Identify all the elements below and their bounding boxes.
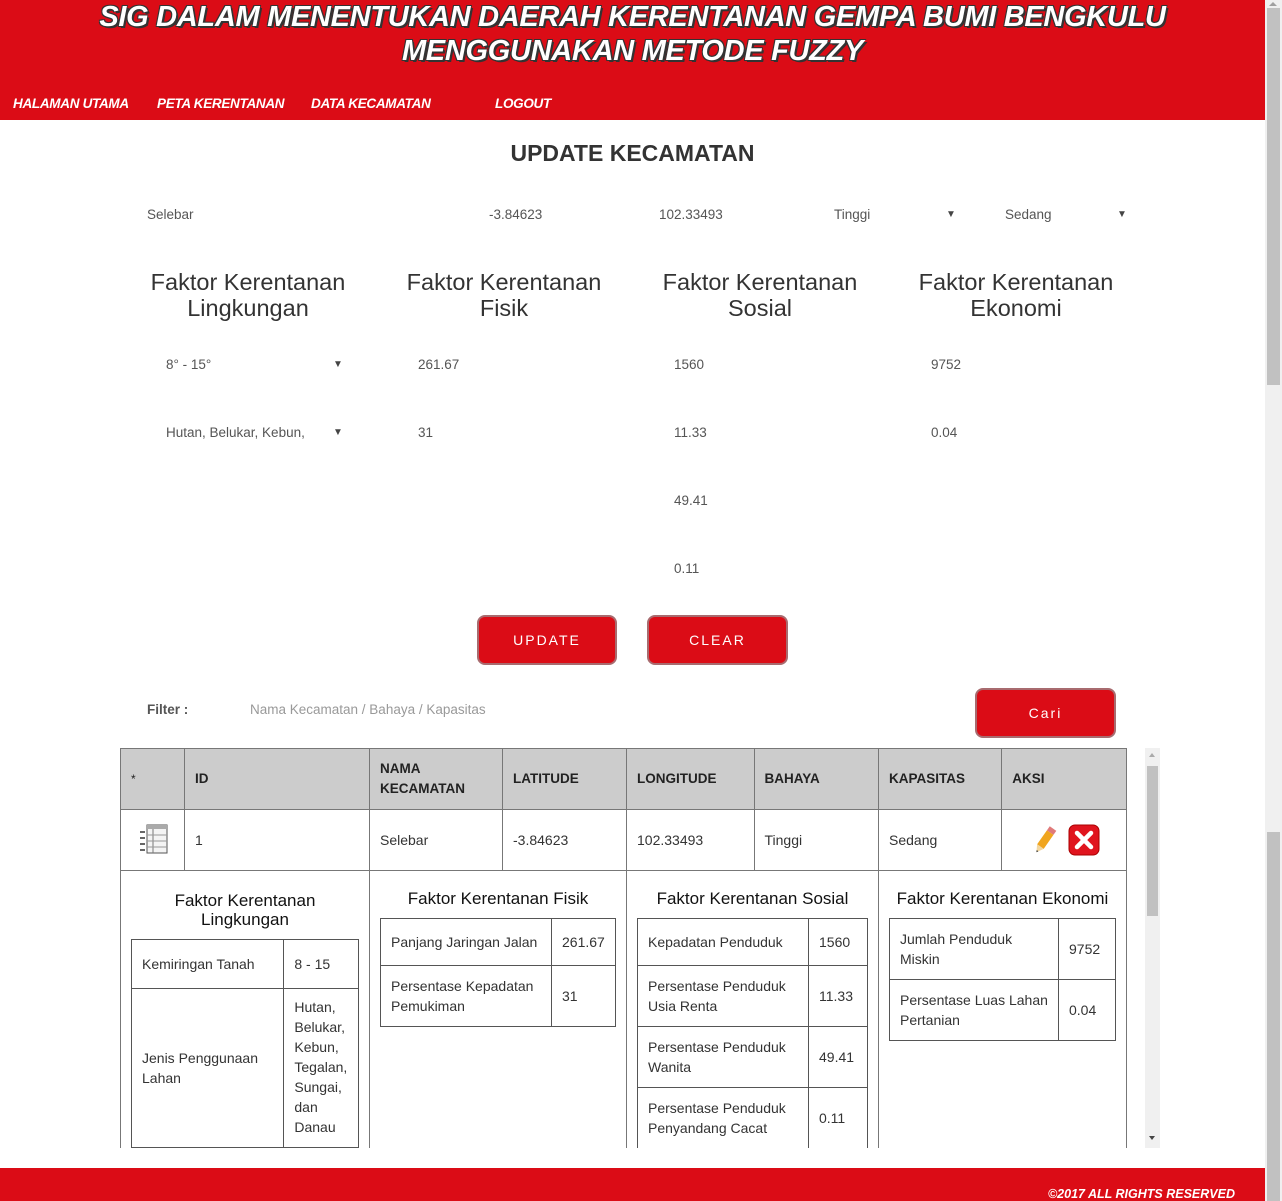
penggunaan-lahan-select[interactable]: Hutan, Belukar, Kebun, xyxy=(166,425,305,440)
detail-ekonomi-table xyxy=(889,918,1116,1041)
heading-fisik-line2: Fisik xyxy=(479,295,529,321)
detail-label: Persentase Kepadatan Pemukiman xyxy=(381,966,552,1027)
detail-value: 31 xyxy=(552,966,616,1027)
heading-fisik xyxy=(376,269,632,321)
detail-sosial-title: Faktor Kerentanan Sosial xyxy=(656,889,849,908)
detail-fisik xyxy=(370,871,627,1149)
page-scrollbar[interactable] xyxy=(1265,0,1282,1201)
heading-sosial-line2: Sosial xyxy=(727,295,792,321)
kemiringan-select[interactable]: 8° - 15° xyxy=(166,357,212,372)
heading-sosial-line1: Faktor Kerentanan xyxy=(662,269,858,295)
detail-value: 0.11 xyxy=(809,1088,868,1149)
kepadatan-penduduk-input[interactable]: 1560 xyxy=(674,357,705,372)
nav-logout[interactable]: LOGOUT xyxy=(495,96,551,111)
detail-fisik-table xyxy=(380,918,616,1027)
detail-row xyxy=(638,1027,868,1088)
detail-value: 261.67 xyxy=(552,919,616,966)
heading-lingkungan-line2: Lingkungan xyxy=(187,295,309,321)
col-header-kapasitas: KAPASITAS xyxy=(879,749,1002,810)
lahan-pertanian-input[interactable]: 0.04 xyxy=(931,425,958,440)
longitude-input[interactable]: 102.33493 xyxy=(659,207,723,222)
detail-label: Persentase Penduduk Wanita xyxy=(638,1027,809,1088)
detail-ekonomi-title: Faktor Kerentanan Ekonomi xyxy=(896,889,1109,908)
heading-lingkungan-line1: Faktor Kerentanan xyxy=(150,269,346,295)
page-scrollbar-thumb[interactable] xyxy=(1267,8,1280,385)
col-header-select: * xyxy=(121,749,185,810)
detail-fisik-title: Faktor Kerentanan Fisik xyxy=(407,889,589,908)
kecamatan-table xyxy=(120,748,1127,1148)
detail-label: Kemiringan Tanah xyxy=(132,940,284,989)
detail-row xyxy=(890,919,1116,980)
detail-value: 8 - 15 xyxy=(284,940,359,989)
penyandang-cacat-input[interactable]: 0.11 xyxy=(674,561,700,576)
kapasitas-select[interactable]: Sedang xyxy=(1005,207,1052,222)
kapasitas-dropdown-arrow-icon[interactable]: ▼ xyxy=(1117,209,1127,220)
filter-label: Filter : xyxy=(147,702,189,717)
cell-kapasitas: Sedang xyxy=(879,810,1002,871)
jaringan-jalan-input[interactable]: 261.67 xyxy=(418,357,460,372)
update-button[interactable]: UPDATE xyxy=(477,615,617,665)
heading-sosial xyxy=(632,269,888,321)
detail-value: 0.04 xyxy=(1059,980,1116,1041)
heading-fisik-line1: Faktor Kerentanan xyxy=(406,269,602,295)
col-header-longitude: LONGITUDE xyxy=(627,749,755,810)
col-header-nama: NAMA KECAMATAN xyxy=(370,749,503,810)
table-scrollbar-thumb[interactable] xyxy=(1147,766,1158,916)
table-scrollbar[interactable] xyxy=(1145,748,1160,1148)
cell-id: 1 xyxy=(185,810,370,871)
detail-row xyxy=(381,919,616,966)
nav-peta-kerentanan[interactable]: PETA KERENTANAN xyxy=(157,96,285,111)
col-header-id: ID xyxy=(185,749,370,810)
table-row xyxy=(121,810,1127,871)
cell-latitude: -3.84623 xyxy=(503,810,627,871)
detail-label: Persentase Penduduk Usia Renta xyxy=(638,966,809,1027)
kepadatan-pemukiman-input[interactable]: 31 xyxy=(418,425,434,440)
site-header xyxy=(0,0,1265,120)
filter-input[interactable]: Nama Kecamatan / Bahaya / Kapasitas xyxy=(250,702,486,717)
table-detail-icon[interactable] xyxy=(136,823,170,855)
heading-ekonomi-line2: Ekonomi xyxy=(970,295,1062,321)
penduduk-wanita-input[interactable]: 49.41 xyxy=(674,493,708,508)
detail-value: Hutan, Belukar, Kebun, Tegalan, Sungai, dan Danau xyxy=(284,989,359,1148)
detail-row xyxy=(132,940,359,989)
col-header-bahaya: BAHAYA xyxy=(754,749,879,810)
cari-button[interactable]: Cari xyxy=(975,688,1116,738)
site-title-line1: SIG DALAM MENENTUKAN DAERAH KERENTANAN GEMPA BUMI BENGKULU xyxy=(99,1,1166,33)
latitude-input[interactable]: -3.84623 xyxy=(489,207,543,222)
table-header-row xyxy=(121,749,1127,810)
cell-bahaya: Tinggi xyxy=(754,810,879,871)
detail-row xyxy=(638,1088,868,1149)
detail-value: 9752 xyxy=(1059,919,1116,980)
table-scroll-down-icon[interactable] xyxy=(1149,1136,1155,1140)
detail-label: Kepadatan Penduduk xyxy=(638,919,809,966)
table-detail-row xyxy=(121,871,1127,1149)
bahaya-select[interactable]: Tinggi xyxy=(834,207,871,222)
form-title: UPDATE KECAMATAN xyxy=(510,140,755,166)
page-scrollbar-thumb-lower[interactable] xyxy=(1267,832,1280,1201)
scroll-up-arrow-icon[interactable] xyxy=(1269,2,1277,6)
detail-row xyxy=(381,966,616,1027)
detail-lingkungan-title: Faktor Kerentanan Lingkungan xyxy=(174,891,316,929)
clear-button[interactable]: CLEAR xyxy=(647,615,788,665)
kemiringan-dropdown-arrow-icon[interactable]: ▼ xyxy=(333,359,343,370)
table-scroll-up-icon[interactable] xyxy=(1149,753,1155,757)
heading-lingkungan xyxy=(120,269,376,321)
detail-ekonomi xyxy=(879,871,1127,1149)
site-title-line2: MENGGUNAKAN METODE FUZZY xyxy=(401,35,864,67)
nav-data-kecamatan[interactable]: DATA KECAMATAN xyxy=(311,96,431,111)
site-footer xyxy=(0,1168,1265,1201)
heading-ekonomi xyxy=(888,269,1144,321)
nama-kecamatan-input[interactable]: Selebar xyxy=(147,207,194,222)
cell-aksi xyxy=(1002,810,1127,871)
penduduk-miskin-input[interactable]: 9752 xyxy=(931,357,962,372)
nav-halaman-utama[interactable]: HALAMAN UTAMA xyxy=(13,96,129,111)
detail-sosial xyxy=(627,871,879,1149)
detail-lingkungan xyxy=(121,871,370,1149)
cell-nama: Selebar xyxy=(370,810,503,871)
col-header-latitude: LATITUDE xyxy=(503,749,627,810)
detail-value: 1560 xyxy=(809,919,868,966)
detail-label: Jenis Penggunaan Lahan xyxy=(132,989,284,1148)
detail-row xyxy=(890,980,1116,1041)
col-header-aksi: AKSI xyxy=(1002,749,1127,810)
detail-row xyxy=(638,919,868,966)
site-title xyxy=(0,0,1265,68)
detail-label: Jumlah Penduduk Miskin xyxy=(890,919,1059,980)
row-detail-toggle[interactable] xyxy=(121,810,185,871)
kecamatan-table-container xyxy=(120,748,1160,1148)
detail-row xyxy=(132,989,359,1148)
detail-row xyxy=(638,966,868,1027)
detail-sosial-table xyxy=(637,918,868,1148)
delete-x-icon[interactable] xyxy=(1068,824,1100,856)
cell-longitude: 102.33493 xyxy=(627,810,755,871)
detail-label: Persentase Penduduk Penyandang Cacat xyxy=(638,1088,809,1149)
heading-ekonomi-line1: Faktor Kerentanan xyxy=(918,269,1114,295)
copyright-text: ©2017 ALL RIGHTS RESERVED xyxy=(1047,1187,1235,1201)
detail-value: 49.41 xyxy=(809,1027,868,1088)
edit-pencil-icon[interactable] xyxy=(1030,824,1060,856)
detail-label: Persentase Luas Lahan Pertanian xyxy=(890,980,1059,1041)
detail-value: 11.33 xyxy=(809,966,868,1027)
usia-renta-input[interactable]: 11.33 xyxy=(674,425,707,440)
bahaya-dropdown-arrow-icon[interactable]: ▼ xyxy=(946,209,956,220)
detail-label: Panjang Jaringan Jalan xyxy=(381,919,552,966)
detail-lingkungan-table xyxy=(131,939,359,1148)
penggunaan-lahan-dropdown-arrow-icon[interactable]: ▼ xyxy=(333,427,343,438)
